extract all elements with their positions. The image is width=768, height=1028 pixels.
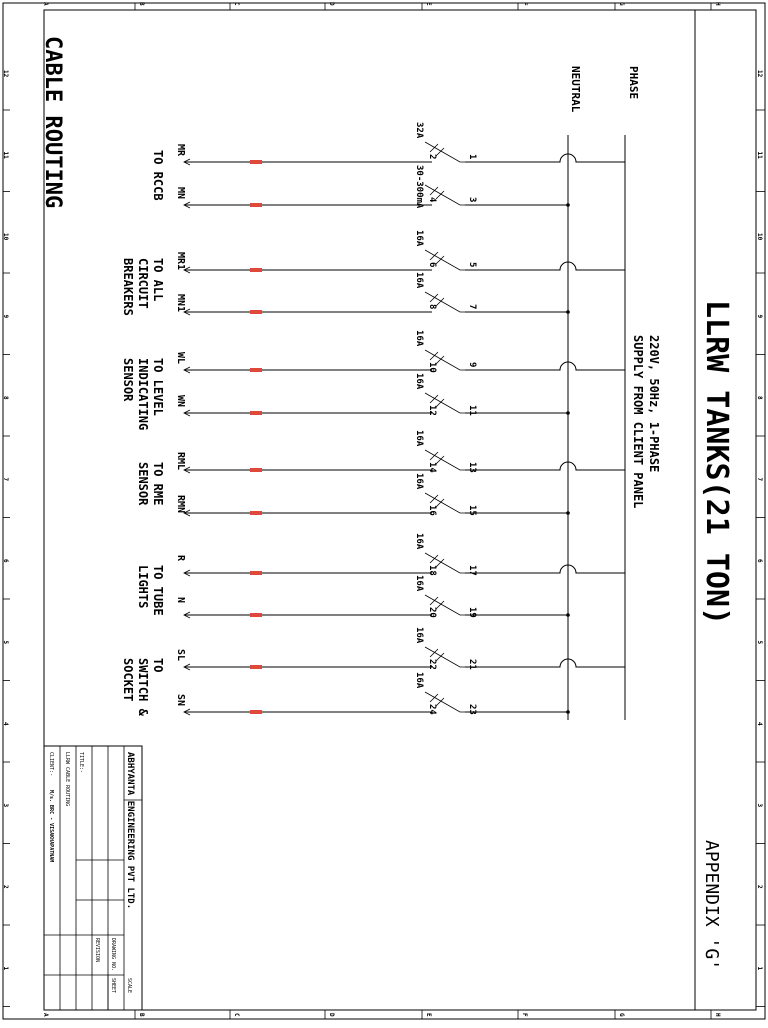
destination-line: TO RME [151,462,165,506]
destination-line: CIRCUIT [136,258,150,309]
breaker-rating: 16A [414,672,424,689]
wire-label: SN [175,694,186,707]
breaker-arm [425,553,432,557]
outer-border [3,3,765,1019]
junction-dot [566,710,570,714]
terminal-number-top: 9 [467,362,477,368]
grid-numbers-right [756,70,765,1007]
breaker-rating: 32A [414,122,424,139]
circuit-row [175,230,625,273]
grid-letter-bottom: B [138,1013,145,1017]
breaker-rating: 16A [414,330,424,347]
cable-marker [250,160,262,164]
grid-number-right: 3 [756,803,763,808]
destination-line: TO RCCB [151,150,165,201]
phase-label: PHASE [627,66,640,100]
title-label: TITLE:- [78,752,84,774]
phase-feed [465,262,625,270]
grid-number-left: 8 [2,396,9,400]
wire-label: WL [175,352,186,365]
grid-number-left: 12 [2,70,9,78]
circuit-row [175,165,570,209]
breaker-rating: 16A [414,272,424,289]
destination-label [121,258,165,316]
wire-label: MN1 [175,294,186,313]
terminal-number-bottom: 6 [427,262,437,268]
cable-marker [250,310,262,314]
terminal-number-top: 11 [467,405,477,416]
circuit-row [175,373,570,416]
grid-number-left: 4 [2,722,9,726]
phase-feed [465,565,625,573]
terminal-number-top: 21 [467,659,477,670]
terminal-number-top: 1 [467,154,477,160]
wire-label: MR [175,144,186,157]
destination-line: SENSOR [121,358,135,402]
breaker-arm [425,450,432,454]
grid-letter-top: H [714,2,721,6]
destination-line: SWITCH & [136,658,150,716]
grid-letter-top: E [425,2,432,6]
grid-letter-top: B [138,2,145,6]
circuit-row [175,430,625,473]
grid-number-right: 1 [756,966,763,971]
wire-label: R [175,555,186,562]
cable-routing-label: CABLE ROUTING [40,36,65,209]
terminal-number-top: 5 [467,262,477,268]
grid-number-right: 10 [756,233,763,241]
breaker-rating: 16A [414,230,424,247]
grid-letter-bottom: A [42,1013,49,1017]
diagram-title: LLRW TANKS(21 TON) [699,300,734,626]
grid-number-left: 1 [2,966,9,971]
grid-letter-bottom: G [618,1013,625,1017]
breaker-arm [425,493,432,497]
wire-label: MR1 [175,252,186,271]
destination-line: TO TUBE [151,565,165,616]
grid-letter-bottom: F [521,1013,528,1017]
circuit-row [175,122,625,165]
grid-letter-bottom: C [233,1013,240,1017]
grid-letter-top: C [233,2,240,6]
grid-number-right: 8 [756,396,763,400]
terminal-number-bottom: 18 [427,565,437,576]
terminal-number-bottom: 24 [427,704,437,715]
terminal-number-top: 19 [467,607,477,618]
grid-letter-top: G [618,2,625,6]
grid-number-left: 3 [2,803,9,808]
notes-label: LLRW CABLE ROUTING [64,752,70,807]
grid-number-right: 4 [756,722,763,726]
circuit-row [175,473,570,516]
appendix-label: APPENDIX 'G' [701,840,722,971]
terminal-number-bottom: 20 [427,607,437,618]
phase-feed [465,362,625,370]
revision-label: REVISION [94,938,100,963]
destination-line: LIGHTS [136,565,150,609]
grid-letter-top: F [521,2,528,6]
breaker-arm [425,185,432,189]
breaker-arm [425,595,432,599]
destination-label [151,150,165,201]
destination-line: INDICATING [136,358,150,431]
terminal-number-top: 17 [467,565,477,576]
junction-dot [566,310,570,314]
terminal-number-bottom: 10 [427,362,437,373]
grid-number-right: 6 [756,559,763,563]
wire-label: N [175,597,186,604]
destination-line: TO LEVEL [151,358,165,416]
wire-label: MN [175,187,186,200]
inner-border [44,10,756,1010]
circuit-row [175,672,570,715]
client-label: CLIENT:- [48,752,54,777]
terminal-number-bottom: 2 [427,154,437,160]
phase-feed [465,659,625,667]
terminal-number-bottom: 14 [427,462,437,473]
terminal-number-bottom: 12 [427,405,437,416]
company-name: ABHYANTA ENGINEERING PVT LTD. [125,752,135,910]
grid-number-left: 6 [2,559,9,563]
cable-marker [250,571,262,575]
terminal-number-bottom: 22 [427,659,437,670]
grid-letters-bottom [42,1010,721,1019]
breaker-rating: 16A [414,430,424,447]
junction-dot [566,511,570,515]
grid-number-left: 11 [2,151,9,159]
circuit-row [175,627,625,670]
destination-line: BREAKERS [121,258,135,316]
grid-number-left: 5 [2,640,9,645]
breaker-rating: 16A [414,627,424,644]
breaker-rating: 30-300mA [414,165,424,209]
destination-label [136,565,165,616]
circuit-row [175,575,570,618]
junction-dot [566,411,570,415]
grid-number-right: 7 [756,477,763,482]
breaker-arm [425,350,432,354]
cable-marker [250,665,262,669]
terminal-number-top: 3 [467,197,477,203]
destinations-group [121,150,165,717]
supply-line-1: 220V, 50Hz, 1-PHASE [647,335,661,473]
grid-letter-bottom: E [425,1013,432,1017]
cable-marker [250,613,262,617]
grid-number-left: 10 [2,233,9,241]
cable-marker [250,203,262,207]
destination-line: SENSOR [136,462,150,506]
phase-feed [465,462,625,470]
destination-label [121,358,165,430]
circuit-row [175,330,625,373]
sheet-label: SHEET [110,978,116,994]
breaker-arm [425,647,432,651]
breaker-arm [425,250,432,254]
wire-label: SL [175,649,186,662]
grid-number-right: 11 [756,151,763,159]
terminal-number-top: 13 [467,462,477,473]
grid-letter-bottom: H [714,1013,721,1017]
wire-label: RML [175,452,186,471]
circuits-group [175,122,625,715]
breaker-rating: 16A [414,575,424,592]
supply-line-2: SUPPLY FROM CLIENT PANEL [631,335,645,509]
grid-number-right: 12 [756,70,763,78]
cable-marker [250,511,262,515]
cable-marker [250,710,262,714]
destination-label [136,462,165,506]
terminal-number-top: 7 [467,304,477,310]
breaker-arm [425,142,432,146]
terminal-number-top: 23 [467,704,477,715]
destination-line: TO [151,658,165,673]
junction-dot [566,203,570,207]
grid-letter-bottom: D [328,1013,335,1017]
breaker-rating: 16A [414,533,424,550]
wire-label: RMN [175,495,186,514]
breaker-rating: 16A [414,473,424,490]
neutral-label: NEUTRAL [569,66,582,113]
cable-marker [250,368,262,372]
destination-line: SOCKET [121,658,135,702]
terminal-number-bottom: 4 [427,197,437,203]
terminal-number-bottom: 8 [427,304,437,310]
cable-marker [250,268,262,272]
breaker-arm [425,692,432,696]
grid-number-left: 9 [2,314,9,319]
breaker-rating: 16A [414,373,424,390]
terminal-number-top: 15 [467,505,477,516]
cable-marker [250,468,262,472]
phase-feed [465,154,625,162]
drawing-no-label: DRAWING NO. [110,938,116,972]
destination-line: TO ALL [151,258,165,302]
terminal-number-bottom: 16 [427,505,437,516]
title-block [44,746,142,1010]
breaker-arm [425,393,432,397]
grid-letter-top: A [42,2,49,6]
circuit-row [175,533,625,576]
wire-label: WN [175,395,186,408]
circuit-row [175,272,570,315]
grid-letter-top: D [328,2,335,6]
grid-number-left: 7 [2,477,9,482]
breaker-arm [425,292,432,296]
scale-label: SCALE [126,978,132,994]
cable-marker [250,411,262,415]
grid-number-right: 9 [756,314,763,319]
grid-number-right: 5 [756,640,763,645]
junction-dot [566,613,570,617]
grid-number-left: 2 [2,885,9,889]
grid-number-right: 2 [756,885,763,889]
destination-label [121,658,165,717]
client-name: M/s. BRC - VISAKHAPATNAM [48,790,54,863]
